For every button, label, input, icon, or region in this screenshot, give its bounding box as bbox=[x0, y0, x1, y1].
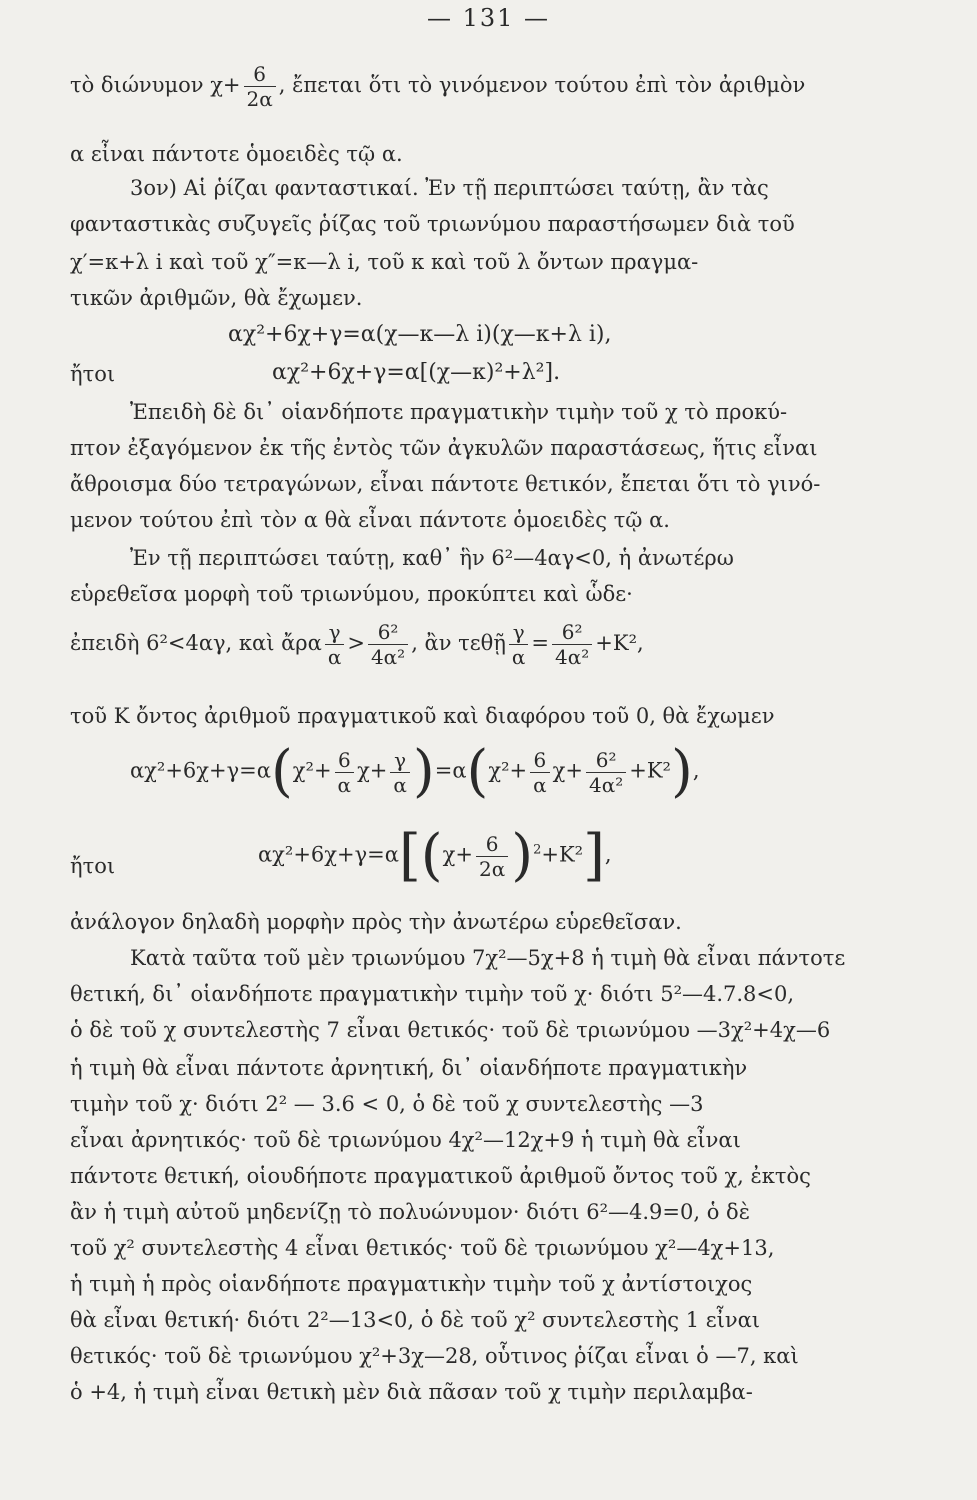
fraction-numerator: 6 bbox=[476, 832, 508, 857]
fraction-numerator: γ bbox=[390, 748, 410, 773]
fraction-denominator: α bbox=[327, 645, 342, 669]
eq4-text-d: =α bbox=[434, 758, 467, 783]
equation-5-label: ἤτοι bbox=[70, 854, 116, 878]
equation-3 bbox=[70, 620, 644, 669]
eq5-text-a: αχ²+6χ+γ=α bbox=[258, 842, 399, 867]
eq3-text-a: ἐπειδὴ 6²<4αγ, καὶ ἄρα bbox=[70, 631, 322, 655]
fraction-denominator: 2α bbox=[246, 87, 273, 111]
text-line-10: μενον τούτου ἐπὶ τὸν α θὰ εἶναι πάντοτε ὁμοειδὲς τῷ α. bbox=[70, 508, 670, 532]
line1-end: , ἔπεται ὅτι τὸ γινόμενον τούτου ἐπὶ τὸν ἀριθμὸν bbox=[278, 73, 806, 97]
eq3-frac-4 bbox=[552, 620, 592, 669]
text-line-13: τοῦ Κ ὄντος ἀριθμοῦ πραγματικοῦ καὶ διαφόρου τοῦ 0, θὰ ἔχωμεν bbox=[70, 704, 775, 728]
text-line-2: α εἶναι πάντοτε ὁμοειδὲς τῷ α. bbox=[70, 142, 403, 166]
fraction-denominator: α bbox=[337, 772, 352, 797]
eq5-bracket-open: [ bbox=[398, 823, 421, 888]
eq3-frac-2 bbox=[368, 620, 408, 669]
fraction-denominator: α bbox=[511, 645, 526, 669]
fraction-numerator: γ bbox=[509, 620, 529, 645]
text-line-22: ἂν ἡ τιμὴ αὐτοῦ μηδενίζῃ τὸ πολυώνυμον· διότι 6²—4.9=0, ὁ δὲ bbox=[70, 1200, 750, 1224]
fraction-denominator: α bbox=[393, 772, 407, 797]
fraction-denominator: 2α bbox=[478, 856, 506, 881]
eq3-equals: = bbox=[531, 631, 550, 655]
eq4-frac-4 bbox=[586, 748, 626, 797]
eq5-text-d: , bbox=[604, 842, 612, 867]
text-line-1 bbox=[70, 62, 880, 111]
eq5-square: 2 bbox=[533, 842, 542, 858]
eq4-paren-open: ( bbox=[270, 739, 293, 804]
equation-1: αχ²+6χ+γ=α(χ—κ—λ i)(χ—κ+λ i), bbox=[228, 322, 612, 347]
fraction-numerator: 6 bbox=[335, 748, 355, 773]
text-line-23: τοῦ χ² συντελεστὴς 4 εἶναι θετικός· τοῦ δὲ τριωνύμου χ²—4χ+13, bbox=[70, 1236, 775, 1260]
fraction-denominator: 4α² bbox=[589, 772, 624, 797]
eq5-paren-close: ) bbox=[511, 823, 534, 888]
eq4-frac-1 bbox=[335, 748, 355, 797]
eq3-frac-3 bbox=[509, 620, 529, 669]
text-line-4: φανταστικὰς συζυγεῖς ῥίζας τοῦ τριωνύμου παραστήσωμεν διὰ τοῦ bbox=[70, 212, 795, 236]
text-line-11: Ἐν τῇ περιπτώσει ταύτῃ, καθ᾿ ἣν 6²—4αγ<0, ἡ ἀνωτέρω bbox=[130, 546, 734, 570]
eq4-text-f: χ+ bbox=[552, 758, 583, 783]
eq3-gt: > bbox=[347, 631, 365, 655]
equation-2: αχ²+6χ+γ=α[(χ—κ)²+λ²]. bbox=[272, 360, 561, 385]
eq4-paren-close-2: ) bbox=[670, 739, 693, 804]
eq5-bracket-close: ] bbox=[583, 823, 605, 888]
fraction-numerator: 6 bbox=[244, 62, 276, 87]
fraction-numerator: 6² bbox=[368, 620, 408, 645]
text-line-5: χ′=κ+λ i καὶ τοῦ χ″=κ—λ i, τοῦ κ καὶ τοῦ λ ὄντων πραγμα- bbox=[70, 250, 699, 274]
fraction-numerator: 6 bbox=[530, 748, 550, 773]
text-line-18: ἡ τιμὴ θὰ εἶναι πάντοτε ἀρνητική, δι᾿ οἱανδήποτε πραγματικὴν bbox=[70, 1056, 748, 1080]
text-line-26: θετικός· τοῦ δὲ τριωνύμου χ²+3χ—28, οὗτινος ῥίζαι εἶναι ὁ —7, καὶ bbox=[70, 1344, 799, 1368]
eq3-text-c: +K², bbox=[595, 631, 644, 655]
fraction-denominator: 4α² bbox=[370, 645, 406, 669]
eq4-frac-2 bbox=[390, 748, 410, 797]
fraction-denominator: α bbox=[533, 772, 547, 797]
text-line-3: 3ον) Αἱ ῥίζαι φανταστικαί. Ἐν τῇ περιπτώσει ταύτῃ, ἂν τὰς bbox=[130, 176, 769, 200]
text-line-9: ἄθροισμα δύο τετραγώνων, εἶναι πάντοτε θετικόν, ἔπεται ὅτι τὸ γινό- bbox=[70, 472, 821, 496]
eq4-paren-open-2: ( bbox=[466, 739, 489, 804]
text-line-16: θετική, δι᾿ οἱανδήποτε πραγματικὴν τιμὴν τοῦ χ· διότι 5²—4.7.8<0, bbox=[70, 982, 795, 1006]
eq4-text-b: χ²+ bbox=[292, 758, 332, 783]
page-number: — 131 — bbox=[426, 4, 551, 32]
text-line-6: τικῶν ἀριθμῶν, θὰ ἔχωμεν. bbox=[70, 286, 363, 310]
fraction-6-over-2a bbox=[244, 62, 276, 111]
eq4-text-c: χ+ bbox=[357, 758, 388, 783]
eq5-paren-open: ( bbox=[420, 823, 443, 888]
text-line-21: πάντοτε θετική, οἱουδήποτε πραγματικοῦ ἀριθμοῦ ὄντος τοῦ χ, ἐκτὸς bbox=[70, 1164, 811, 1188]
eq5-frac bbox=[476, 832, 508, 881]
text-line-12: εὑρεθεῖσα μορφὴ τοῦ τριωνύμου, προκύπτει καὶ ὧδε· bbox=[70, 582, 633, 606]
eq4-text-a: αχ²+6χ+γ=α bbox=[130, 758, 271, 783]
eq3-frac-1 bbox=[325, 620, 345, 669]
equation-2-label: ἤτοι bbox=[70, 362, 116, 386]
eq4-text-g: +K² bbox=[629, 758, 671, 783]
line1-start: τὸ διώνυμον χ+ bbox=[70, 73, 241, 97]
fraction-numerator: 6² bbox=[586, 748, 626, 773]
equation-5 bbox=[258, 823, 612, 888]
text-line-27: ὁ +4, ἡ τιμὴ εἶναι θετικὴ μὲν διὰ πᾶσαν τοῦ χ τιμὴν περιλαμβα- bbox=[70, 1380, 753, 1404]
text-line-8: πτον ἐξαγόμενον ἐκ τῆς ἐντὸς τῶν ἀγκυλῶν παραστάσεως, ἥτις εἶναι bbox=[70, 436, 818, 460]
text-line-17: ὁ δὲ τοῦ χ συντελεστὴς 7 εἶναι θετικός· τοῦ δὲ τριωνύμου —3χ²+4χ—6 bbox=[70, 1018, 831, 1042]
text-line-15: Κατὰ ταῦτα τοῦ μὲν τριωνύμου 7χ²—5χ+8 ἡ τιμὴ θὰ εἶναι πάντοτε bbox=[130, 946, 846, 970]
eq5-text-c: +K² bbox=[541, 842, 584, 867]
text-line-14: ἀνάλογον δηλαδὴ μορφὴν πρὸς τὴν ἀνωτέρω εὑρεθεῖσαν. bbox=[70, 910, 682, 934]
eq5-text-b: χ+ bbox=[442, 842, 473, 867]
text-line-25: θὰ εἶναι θετική· διότι 2²—13<0, ὁ δὲ τοῦ χ² συντελεστὴς 1 εἶναι bbox=[70, 1308, 761, 1332]
eq4-paren-close: ) bbox=[412, 739, 435, 804]
text-line-24: ἡ τιμὴ ἡ πρὸς οἱανδήποτε πραγματικὴν τιμὴν τοῦ χ ἀντίστοιχος bbox=[70, 1272, 753, 1296]
fraction-numerator: γ bbox=[325, 620, 345, 645]
fraction-numerator: 6² bbox=[552, 620, 592, 645]
eq3-text-b: , ἂν τεθῇ bbox=[411, 631, 506, 655]
equation-4 bbox=[130, 739, 700, 804]
fraction-denominator: 4α² bbox=[555, 645, 590, 669]
text-line-19: τιμὴν τοῦ χ· διότι 2² — 3.6 < 0, ὁ δὲ τοῦ χ συντελεστὴς —3 bbox=[70, 1092, 704, 1116]
text-line-20: εἶναι ἀρνητικός· τοῦ δὲ τριωνύμου 4χ²—12χ+9 ἡ τιμὴ θὰ εἶναι bbox=[70, 1128, 741, 1152]
eq4-text-h: , bbox=[692, 758, 700, 783]
eq4-text-e: χ²+ bbox=[488, 758, 528, 783]
text-line-7: Ἐπειδὴ δὲ δι᾿ οἱανδήποτε πραγματικὴν τιμὴν τοῦ χ τὸ προκύ- bbox=[130, 400, 788, 424]
eq4-frac-3 bbox=[530, 748, 550, 797]
